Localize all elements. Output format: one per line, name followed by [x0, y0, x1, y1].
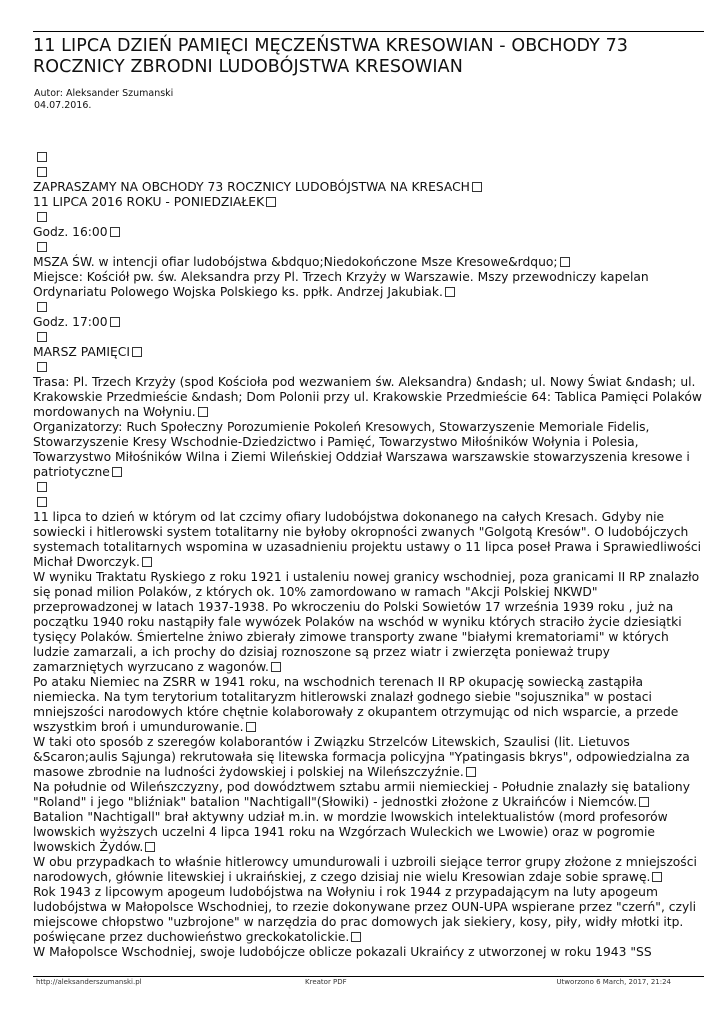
paragraph-text: Miejsce: Kościół pw. św. Aleksandra przy Pl. Trzech Krzyży w Warszawie. Mszy przewodniczy kapelan Ordynariatu Polowego Wojska Polskiego ks. ppłk. Andrzej Jakubiak.	[33, 270, 649, 299]
body-paragraph	[33, 420, 704, 480]
missing-glyph-icon	[560, 257, 570, 267]
body-paragraph	[33, 810, 704, 855]
paragraph-text: Na południe od Wileńszczyzny, pod dowództwem sztabu armii niemieckiej - Południe znalazły się bataliony "Roland" i jego "bliźniak" batalion "Nachtigall"(Słowiki) - jednostki złożone z Ukraińców i Niemców.	[33, 780, 690, 809]
body-paragraph	[33, 855, 704, 885]
top-rule	[33, 31, 704, 32]
author-line: Autor: Aleksander Szumanski	[34, 88, 174, 99]
article-title: 11 LIPCA DZIEŃ PAMIĘCI MĘCZEŃSTWA KRESOWIAN - OBCHODY 73 ROCZNICY ZBRODNI LUDOBÓJSTWA KRESOWIAN	[33, 36, 629, 77]
bottom-rule	[33, 976, 704, 977]
paragraph-text: 11 lipca to dzień w którym od lat czcimy ofiary ludobójstwa dokonanego na całych Kresach. Gdyby nie sowiecki i hitlerowski system totalitarny nie byłoby okropności zwanych "Golgotą Kresów". O ludobójczych systemach totalitarnych wspomina w uzasadnieniu projektu ustawy o 11 lipca poseł Prawa i Sprawiedliwości Michał Dworczyk.	[33, 510, 702, 569]
missing-glyph-icon	[132, 347, 142, 357]
body-paragraph	[33, 270, 704, 300]
body-paragraph	[33, 780, 704, 810]
body-paragraph	[33, 375, 704, 420]
page-footer	[33, 978, 704, 988]
missing-glyph-icon	[652, 872, 662, 882]
missing-glyph-icon	[110, 317, 120, 327]
missing-glyph-icon	[37, 242, 47, 252]
body-paragraph	[33, 225, 704, 240]
footer-url: http://aleksanderszumanski.pl	[36, 978, 142, 986]
missing-glyph-icon	[37, 302, 47, 312]
missing-glyph-icon	[37, 332, 47, 342]
missing-glyph-icon	[37, 152, 47, 162]
placeholder-glyph-line	[33, 210, 704, 225]
paragraph-text: MSZA ŚW. w intencji ofiar ludobójstwa &bdquo;Niedokończone Msze Kresowe&rdquo;	[33, 255, 558, 269]
placeholder-glyph-line	[33, 330, 704, 345]
missing-glyph-icon	[37, 482, 47, 492]
missing-glyph-icon	[639, 797, 649, 807]
paragraph-text: Godz. 17:00	[33, 315, 108, 329]
missing-glyph-icon	[112, 467, 122, 477]
paragraph-text: W obu przypadkach to właśnie hitlerowcy umundurowali i uzbroili siejące terror grupy złożone z mniejszości narodowych, głównie litewskiej i ukraińskiej, z czego dzisiaj nie wielu Kresowian zdaje sobie sprawę.	[33, 855, 697, 884]
placeholder-glyph-line	[33, 150, 704, 165]
missing-glyph-icon	[466, 767, 476, 777]
article-body	[33, 150, 704, 960]
date-line: 04.07.2016.	[34, 99, 92, 111]
missing-glyph-icon	[271, 662, 281, 672]
paragraph-text: Trasa: Pl. Trzech Krzyży (spod Kościoła pod wezwaniem św. Aleksandra) &ndash; ul. Nowy Świat &ndash; ul. Krakowskie Przedmieście &ndash; Dom Polonii przy ul. Krakowskie Przedmieście 64: Tablica Pamięci Polaków mordowanych na Wołyniu.	[33, 375, 702, 419]
footer-generator: Kreator PDF	[305, 978, 347, 986]
body-paragraph	[33, 945, 704, 960]
paragraph-text: W taki oto sposób z szeregów kolaborantów i Związku Strzelców Litewskich, Szaulisi (lit. Lietuvos &Scaron;aulis Sąjunga) rekrutowała się litewska formacja policyjna "Ypatingasis bkrys", odpowiedzialna za masowe zbrodnie na ludności żydowskiej i polskiej na Wileńszczyźnie.	[33, 735, 690, 779]
missing-glyph-icon	[142, 557, 152, 567]
paragraph-text: Rok 1943 z lipcowym apogeum ludobójstwa na Wołyniu i rok 1944 z przypadającym na luty apogeum ludobójstwa w Małopolsce Wschodniej, to rzezie dokonywane przez OUN-UPA wspierane przez "czerń", czyli miejscowe chłopstwo "uzbrojone" w narzędzia do prac domowych jak siekiery, kosy, piły, widły młotki itp. poświęcane przez duchowieństwo greckokatolickie.	[33, 885, 697, 944]
paragraph-text: 11 LIPCA 2016 ROKU - PONIEDZIAŁEK	[33, 195, 265, 209]
placeholder-glyph-line	[33, 165, 704, 180]
missing-glyph-icon	[198, 407, 208, 417]
paragraph-text: Po ataku Niemiec na ZSRR w 1941 roku, na wschodnich terenach II RP okupację sowiecką zastąpiła niemiecka. Na tym terytorium totalitaryzm hitlerowski znalazł godnego siebie "sojusznika" w postaci mniejszości narodowych które chętnie kolaborowały z okupantem otrzymując od nich wsparcie, a przede wszystkim broń i umundurowanie.	[33, 675, 679, 734]
body-paragraph	[33, 675, 704, 735]
missing-glyph-icon	[37, 167, 47, 177]
paragraph-text: W wyniku Traktatu Ryskiego z roku 1921 i ustaleniu nowej granicy wschodniej, poza granicami II RP znalazło się ponad milion Polaków, z których ok. 10% zamordowano w ramach "Akcji Polskiej NKWD" przeprowadzonej w latach 1937-1938. Po wkroczeniu do Polski Sowietów 17 września 1939 roku , już na początku 1940 roku nastąpiły fale wywózek Polaków na wschód w wyniku których straciło życie dziesiątki tysięcy Polaków. Śmiertelne żniwo zbierały zimowe transporty zwane "białymi krematoriami" w których ludzie zamarzali, a ich prochy do dzisiaj roznoszone są przez wiatr i zwierzęta ponieważ trupy zamarzniętych wyrzucano z wagonów.	[33, 570, 700, 674]
missing-glyph-icon	[37, 362, 47, 372]
body-paragraph	[33, 735, 704, 780]
placeholder-glyph-line	[33, 495, 704, 510]
body-paragraph	[33, 570, 704, 675]
body-paragraph	[33, 315, 704, 330]
placeholder-glyph-line	[33, 480, 704, 495]
body-paragraph	[33, 885, 704, 945]
missing-glyph-icon	[145, 842, 155, 852]
paragraph-text: MARSZ PAMIĘCI	[33, 345, 130, 359]
body-paragraph	[33, 195, 704, 210]
missing-glyph-icon	[37, 212, 47, 222]
missing-glyph-icon	[266, 197, 276, 207]
body-paragraph	[33, 255, 704, 270]
body-paragraph	[33, 510, 704, 570]
missing-glyph-icon	[472, 182, 482, 192]
placeholder-glyph-line	[33, 240, 704, 255]
footer-created: Utworzono 6 March, 2017, 21:24	[556, 978, 671, 986]
missing-glyph-icon	[110, 227, 120, 237]
missing-glyph-icon	[246, 722, 256, 732]
missing-glyph-icon	[351, 932, 361, 942]
placeholder-glyph-line	[33, 300, 704, 315]
paragraph-text: W Małopolsce Wschodniej, swoje ludobójcze oblicze pokazali Ukraińcy z utworzonej w roku 1943 "SS	[33, 945, 652, 959]
body-paragraph	[33, 180, 704, 195]
missing-glyph-icon	[37, 497, 47, 507]
paragraph-text: Batalion "Nachtigall" brał aktywny udział m.in. w mordzie lwowskich intelektualistów (mord profesorów lwowskich wyższych uczelni 4 lipca 1941 roku na Wzgórzach Wuleckich we Lwowie) oraz w pogromie lwowskich Żydów.	[33, 810, 668, 854]
paragraph-text: Organizatorzy: Ruch Społeczny Porozumienie Pokoleń Kresowych, Stowarzyszenie Memoriale Fidelis, Stowarzyszenie Kresy Wschodnie-Dziedzictwo i Pamięć, Towarzystwo Miłośników Wołynia i Polesia, Towarzystwo Miłośników Wilna i Ziemi Wileńskiej Oddział Warszawa warszawskie stowarzyszenia kresowe i patriotyczne	[33, 420, 690, 479]
paragraph-text: Godz. 16:00	[33, 225, 108, 239]
missing-glyph-icon	[445, 287, 455, 297]
placeholder-glyph-line	[33, 360, 704, 375]
article-meta	[34, 88, 173, 111]
body-paragraph	[33, 345, 704, 360]
paragraph-text: ZAPRASZAMY NA OBCHODY 73 ROCZNICY LUDOBÓJSTWA NA KRESACH	[33, 180, 470, 194]
